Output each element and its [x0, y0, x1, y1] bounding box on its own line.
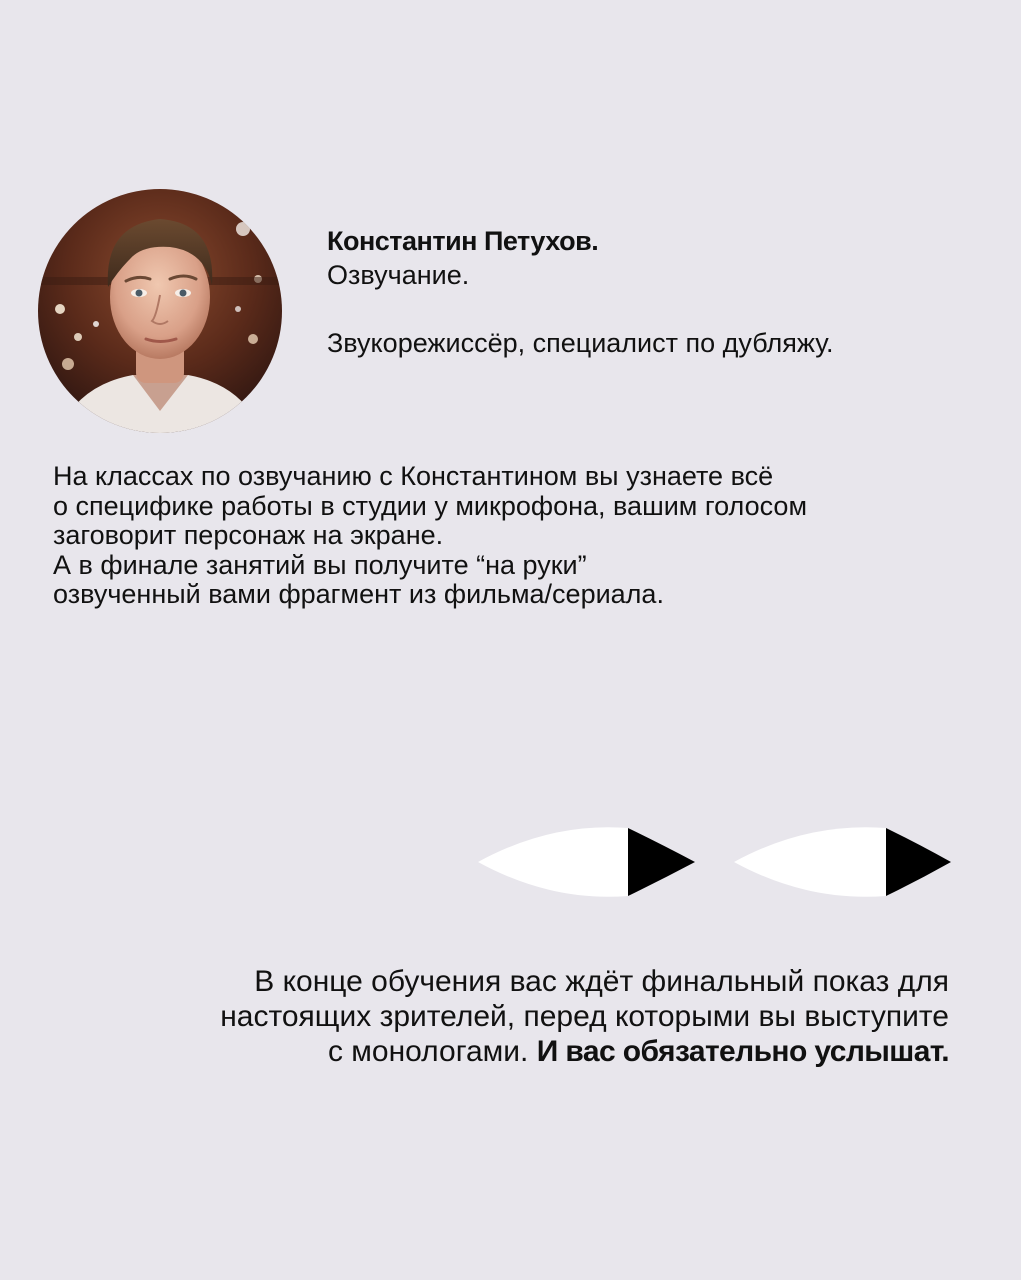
- description-line: А в финале занятий вы получите “на руки”: [53, 549, 587, 580]
- left-eye-icon: [478, 827, 695, 897]
- right-eye-icon: [734, 827, 951, 897]
- avatar: [38, 189, 282, 433]
- description-line: заговорит персонаж на экране.: [53, 520, 444, 550]
- class-description: [53, 462, 953, 610]
- finale-line: настоящих зрителей, перед которыми вы выступите: [220, 1000, 949, 1033]
- person-role: Озвучание.: [327, 260, 470, 290]
- final-show-note: [89, 964, 949, 1069]
- finale-emphasis: И вас обязательно услышат.: [536, 1035, 949, 1068]
- person-name: Константин Петухов.: [327, 226, 599, 256]
- portrait-photo: [38, 189, 282, 433]
- eyes-illustration: [476, 826, 954, 898]
- description-line: о специфике работы в студии у микрофона, вашим голосом: [53, 490, 808, 521]
- finale-line: В конце обучения вас ждёт финальный показ для: [254, 965, 949, 998]
- description-line: озвученный вами фрагмент из фильма/сериала.: [53, 579, 664, 609]
- profile-info: [327, 224, 967, 360]
- finale-regular-text: с монологами.: [327, 1035, 537, 1068]
- description-line: На классах по озвучанию с Константином вы узнаете всё: [53, 461, 774, 491]
- finale-line: [89, 1034, 949, 1069]
- person-specialty: Звукорежиссёр, специалист по дубляжу.: [327, 328, 834, 358]
